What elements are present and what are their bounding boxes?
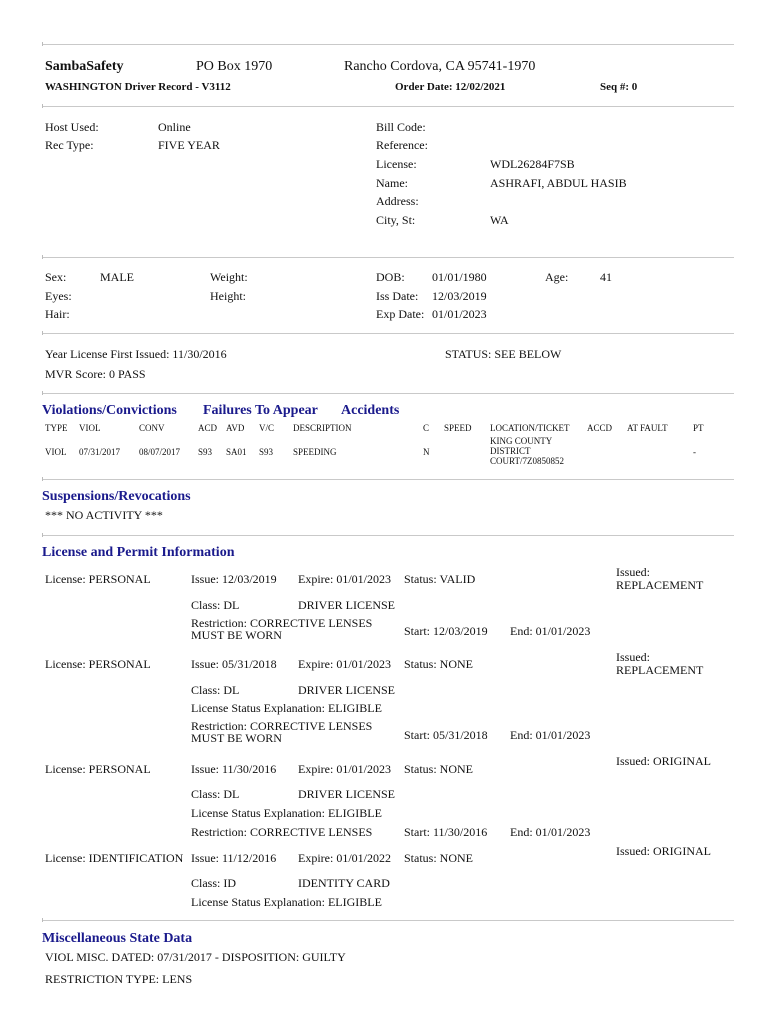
license-entry-class: Class: DL <box>191 787 240 801</box>
physical-rule <box>42 333 734 334</box>
license-entry-end: End: 01/01/2023 <box>510 825 591 839</box>
first-issued: Year License First Issued: 11/30/2016 <box>45 347 227 361</box>
iss-date-label: Iss Date: <box>376 289 419 303</box>
reference-label: Reference: <box>376 138 428 152</box>
license-entry-class-desc: IDENTITY CARD <box>298 876 390 890</box>
top-rule <box>42 44 734 45</box>
dob-label: DOB: <box>376 270 405 284</box>
viol-row-vc: S93 <box>259 447 274 457</box>
mvr-score: MVR Score: 0 PASS <box>45 367 146 381</box>
viol-row-avd: SA01 <box>226 447 247 457</box>
license-entry-start: Start: 12/03/2019 <box>404 624 488 638</box>
license-entry-end: End: 01/01/2023 <box>510 728 591 742</box>
viol-row-description: SPEEDING <box>293 447 337 457</box>
dob-value: 01/01/1980 <box>432 270 487 284</box>
viol-row-conv: 08/07/2017 <box>139 447 181 457</box>
col-avd: AVD <box>226 423 245 433</box>
fta-heading: Failures To Appear <box>203 403 318 418</box>
license-entry-start: Start: 05/31/2018 <box>404 728 488 742</box>
status-rule <box>42 393 734 394</box>
license-entry-issued: Issued: ORIGINAL <box>616 754 711 768</box>
order-date: Order Date: 12/02/2021 <box>395 81 506 93</box>
age-label: Age: <box>545 270 569 284</box>
license-entry-status: Status: VALID <box>404 572 476 586</box>
hair-label: Hair: <box>45 307 70 321</box>
company-name: SambaSafety <box>45 59 124 74</box>
suspensions-text: *** NO ACTIVITY *** <box>45 508 163 522</box>
col-at-fault: AT FAULT <box>627 423 668 433</box>
misc-line-1: VIOL MISC. DATED: 07/31/2017 - DISPOSITION: GUILTY <box>45 950 346 964</box>
suspensions-heading: Suspensions/Revocations <box>42 489 191 504</box>
license-value: WDL26284F7SB <box>490 157 575 171</box>
viol-row-c: N <box>423 447 430 457</box>
height-label: Height: <box>210 289 246 303</box>
col-c: C <box>423 423 430 433</box>
license-entry-explanation: License Status Explanation: ELIGIBLE <box>191 895 382 909</box>
license-entry-issue: Issue: 12/03/2019 <box>191 572 277 586</box>
request-rule <box>42 257 734 258</box>
col-location: LOCATION/TICKET <box>490 423 570 433</box>
licenses-heading: License and Permit Information <box>42 545 235 560</box>
license-entry-class-desc: DRIVER LICENSE <box>298 683 395 697</box>
license-entry-issue: Issue: 05/31/2018 <box>191 657 277 671</box>
license-entry-issued: Issued: REPLACEMENT <box>616 565 704 592</box>
license-entry-start: Start: 11/30/2016 <box>404 825 488 839</box>
license-status: STATUS: SEE BELOW <box>445 347 562 361</box>
suspensions-rule <box>42 535 734 536</box>
license-entry-status: Status: NONE <box>404 762 473 776</box>
city-zip: Rancho Cordova, CA 95741-1970 <box>344 59 536 74</box>
license-label: License: <box>376 157 417 171</box>
license-entry-status: Status: NONE <box>404 851 473 865</box>
license-entry-explanation: License Status Explanation: ELIGIBLE <box>191 701 382 715</box>
rectype-label: Rec Type: <box>45 138 94 152</box>
rectype-value: FIVE YEAR <box>158 138 220 152</box>
license-entry-type: License: PERSONAL <box>45 572 151 586</box>
col-viol: VIOL <box>79 423 101 433</box>
license-entry-issued: Issued: REPLACEMENT <box>616 650 704 677</box>
col-description: DESCRIPTION <box>293 423 352 433</box>
exp-date-label: Exp Date: <box>376 307 425 321</box>
col-type: TYPE <box>45 423 68 433</box>
host-value: Online <box>158 120 191 134</box>
license-entry-end: End: 01/01/2023 <box>510 624 591 638</box>
license-entry-type: License: IDENTIFICATION <box>45 851 184 865</box>
col-speed: SPEED <box>444 423 472 433</box>
seq-number: Seq #: 0 <box>600 81 638 93</box>
license-entry-class: Class: ID <box>191 876 236 890</box>
weight-label: Weight: <box>210 270 248 284</box>
po-box: PO Box 1970 <box>196 59 273 74</box>
header-rule <box>42 106 734 107</box>
license-entry-expire: Expire: 01/01/2023 <box>298 762 391 776</box>
viol-row-pt: - <box>693 447 696 457</box>
citystate-value: WA <box>490 213 509 227</box>
col-pt: PT <box>693 423 704 433</box>
license-entry-issue: Issue: 11/12/2016 <box>191 851 277 865</box>
license-entry-issued: Issued: ORIGINAL <box>616 844 711 858</box>
age-value: 41 <box>600 270 612 284</box>
license-entry-issue: Issue: 11/30/2016 <box>191 762 277 776</box>
name-value: ASHRAFI, ABDUL HASIB <box>490 176 627 190</box>
address-label: Address: <box>376 194 419 208</box>
license-entry-type: License: PERSONAL <box>45 657 151 671</box>
col-conv: CONV <box>139 423 165 433</box>
violations-heading: Violations/Convictions <box>42 403 177 418</box>
eyes-label: Eyes: <box>45 289 72 303</box>
col-vc: V/C <box>259 423 275 433</box>
host-label: Host Used: <box>45 120 99 134</box>
license-entry-explanation: License Status Explanation: ELIGIBLE <box>191 806 382 820</box>
viol-row-viol: 07/31/2017 <box>79 447 121 457</box>
license-entry-expire: Expire: 01/01/2023 <box>298 572 391 586</box>
license-entry-restriction: Restriction: CORRECTIVE LENSES MUST BE WORN <box>191 719 373 745</box>
license-entry-class-desc: DRIVER LICENSE <box>298 598 395 612</box>
license-entry-status: Status: NONE <box>404 657 473 671</box>
violations-rule <box>42 479 734 480</box>
col-accd: ACCD <box>587 423 613 433</box>
license-entry-restriction: Restriction: CORRECTIVE LENSES MUST BE WORN <box>191 616 373 642</box>
name-label: Name: <box>376 176 408 190</box>
sex-label: Sex: <box>45 270 67 284</box>
license-entry-class: Class: DL <box>191 598 240 612</box>
record-title: WASHINGTON Driver Record - V3112 <box>45 81 231 93</box>
exp-date-value: 01/01/2023 <box>432 307 487 321</box>
license-entry-class: Class: DL <box>191 683 240 697</box>
licenses-rule <box>42 920 734 921</box>
billcode-label: Bill Code: <box>376 120 426 134</box>
sex-value: MALE <box>100 270 134 284</box>
license-entry-expire: Expire: 01/01/2023 <box>298 657 391 671</box>
viol-row-acd: S93 <box>198 447 213 457</box>
citystate-label: City, St: <box>376 213 416 227</box>
viol-row-location: KING COUNTY DISTRICT COURT/7Z0850852 <box>490 436 564 466</box>
license-entry-class-desc: DRIVER LICENSE <box>298 787 395 801</box>
col-acd: ACD <box>198 423 218 433</box>
license-entry-expire: Expire: 01/01/2022 <box>298 851 391 865</box>
misc-line-2: RESTRICTION TYPE: LENS <box>45 972 193 986</box>
misc-heading: Miscellaneous State Data <box>42 931 193 946</box>
license-entry-restriction: Restriction: CORRECTIVE LENSES <box>191 825 373 839</box>
accidents-heading: Accidents <box>341 403 400 418</box>
viol-row-type: VIOL <box>45 447 67 457</box>
iss-date-value: 12/03/2019 <box>432 289 487 303</box>
license-entry-type: License: PERSONAL <box>45 762 151 776</box>
